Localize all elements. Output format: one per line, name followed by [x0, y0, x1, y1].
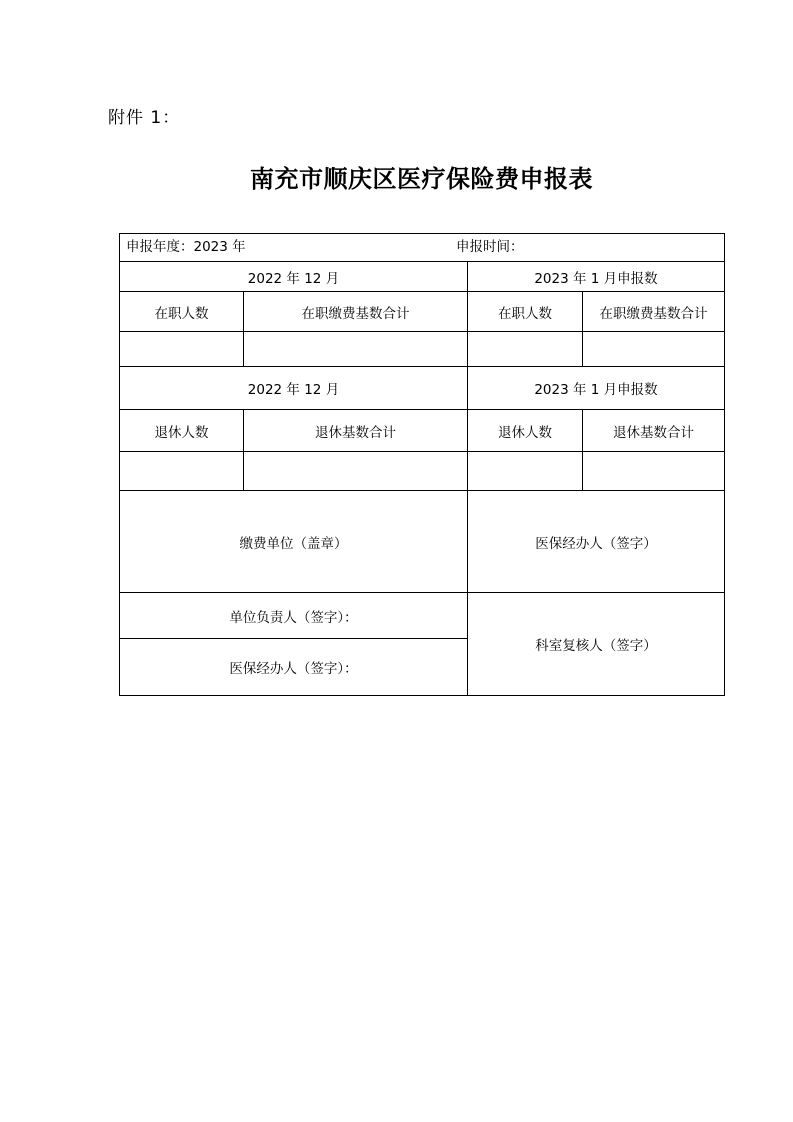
employee-value-row: [120, 332, 725, 367]
declaration-meta-row: [120, 234, 725, 262]
attachment-label: 附件 1：: [108, 108, 181, 128]
retiree-count-curr-field[interactable]: [468, 452, 583, 491]
insurance-handler-sign-cell[interactable]: 医保经办人（签字）: [468, 491, 725, 593]
seal-row: [120, 491, 725, 593]
declare-time: 申报时间：: [456, 239, 524, 255]
retiree-base-header-prev: 退休基数合计: [244, 410, 468, 452]
employee-count-header-curr: 在职人数: [468, 292, 583, 332]
payer-unit-seal-cell[interactable]: 缴费单位（盖章）: [120, 491, 468, 593]
employee-base-prev-field[interactable]: [244, 332, 468, 367]
signature-row-1: [120, 593, 725, 639]
retiree-period-row: [120, 367, 725, 410]
handler-sign-cell[interactable]: 医保经办人（签字）：: [120, 639, 468, 696]
employee-count-header-prev: 在职人数: [120, 292, 244, 332]
retiree-header-row: [120, 410, 725, 452]
employee-period-curr: 2023 年 1 月申报数: [468, 262, 725, 292]
employee-count-curr-field[interactable]: [468, 332, 583, 367]
employee-base-curr-field[interactable]: [583, 332, 725, 367]
employee-period-row: [120, 262, 725, 292]
declaration-form: [119, 233, 725, 696]
unit-head-sign-cell[interactable]: 单位负责人（签字）：: [120, 593, 468, 639]
retiree-period-curr: 2023 年 1 月申报数: [468, 367, 725, 410]
retiree-period-prev: 2022 年 12 月: [120, 367, 468, 410]
declaration-meta-cell: [120, 234, 725, 262]
employee-base-header-prev: 在职缴费基数合计: [244, 292, 468, 332]
retiree-count-header-prev: 退休人数: [120, 410, 244, 452]
employee-base-header-curr: 在职缴费基数合计: [583, 292, 725, 332]
retiree-base-curr-field[interactable]: [583, 452, 725, 491]
retiree-count-prev-field[interactable]: [120, 452, 244, 491]
retiree-value-row: [120, 452, 725, 491]
retiree-base-header-curr: 退休基数合计: [583, 410, 725, 452]
employee-count-prev-field[interactable]: [120, 332, 244, 367]
employee-period-prev: 2022 年 12 月: [120, 262, 468, 292]
retiree-base-prev-field[interactable]: [244, 452, 468, 491]
employee-header-row: [120, 292, 725, 332]
page-title: 南充市顺庆区医疗保险费申报表: [250, 164, 593, 193]
section-reviewer-sign-cell[interactable]: 科室复核人（签字）: [468, 593, 725, 696]
retiree-count-header-curr: 退休人数: [468, 410, 583, 452]
declare-year: 申报年度：2023 年: [126, 239, 246, 255]
